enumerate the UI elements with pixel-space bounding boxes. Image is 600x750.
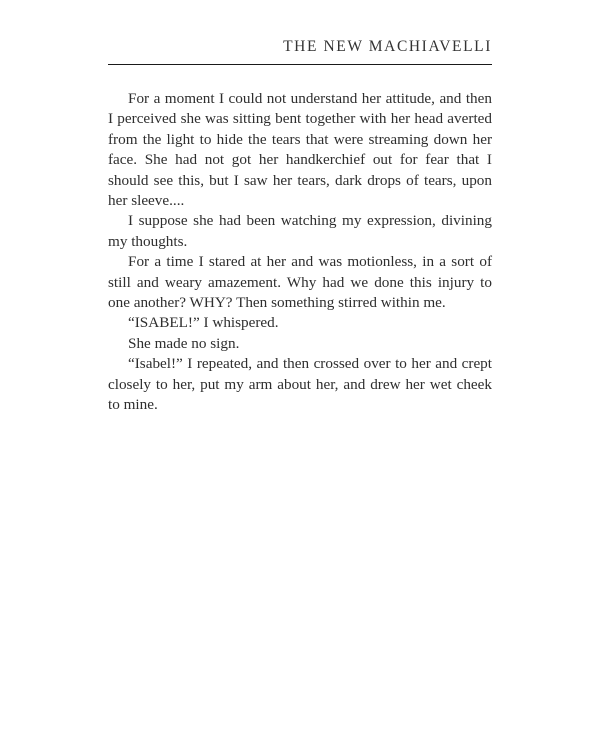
- paragraph: “ISABEL!” I whispered.: [128, 314, 279, 332]
- paragraph: For a moment I could not understand her attitude, and then I perceived she was sitting bent together with her head averted from the light to hide the tears that were streaming down her face. She had not got her handkerchief out for fear that I should see this, but I saw her tears, dark drops of tears, upon her sleeve....: [108, 90, 492, 210]
- body-text: [108, 89, 492, 416]
- running-head-title: THE NEW MACHIAVELLI: [283, 38, 492, 55]
- paragraph: I suppose she had been watching my expression, divining my thoughts.: [108, 212, 492, 250]
- header-rule: [108, 64, 492, 65]
- paragraph: She made no sign.: [128, 334, 240, 352]
- paragraph: “Isabel!” I repeated, and then crossed over to her and crept closely to her, put my arm about her, and drew her wet cheek to mine.: [108, 355, 492, 414]
- paragraph: For a time I stared at her and was motionless, in a sort of still and weary amazement. Why had we done this injury to one another? WHY? Then something stirred within me.: [108, 253, 492, 312]
